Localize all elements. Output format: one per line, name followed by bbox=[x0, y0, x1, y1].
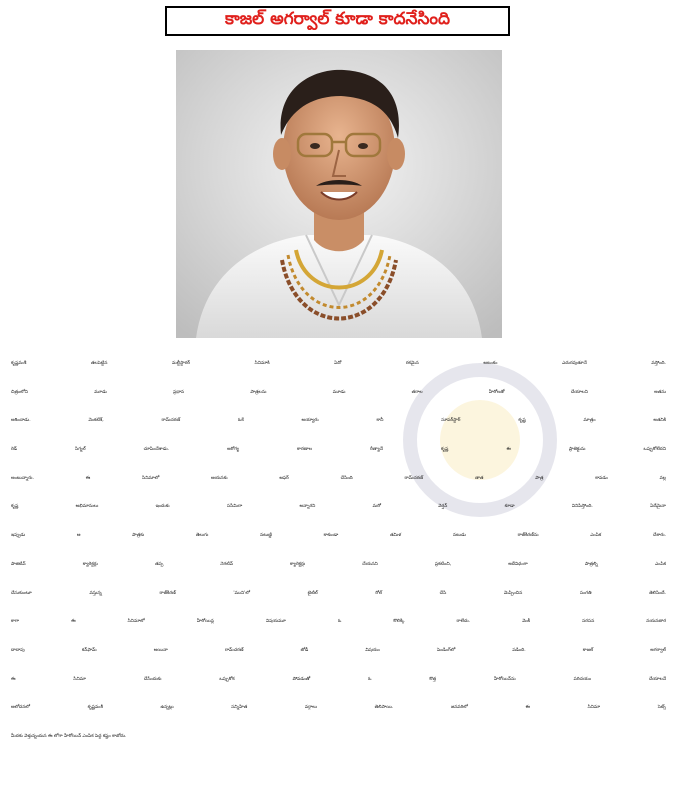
article-line: దాదాపు కన్‌ఫామ్ అయినా రామ్‌చరణ్ జోడీ విషయం పెండింగ్‌లో పడింది. కాజల్ అగర్వాల్ bbox=[11, 647, 666, 653]
article-body bbox=[11, 350, 666, 752]
headline-box bbox=[165, 6, 510, 36]
article-line: మీదకు వెళ్తున్నందున ఈ లోగా హీరోయిన్ ఎంపిక పెద్ద కష్టం కాబోదు. bbox=[11, 733, 127, 739]
article-line: చేసుకుంటూ వస్తున్న రాజ్‌కిరణ్ 'ముని'లో టైటిల్ రోల్ చేసి మెప్పించిన సంగతి తెలిసిందే. bbox=[11, 590, 666, 596]
article-line: ఇప్పుడు ఆ పాత్రకు తెలుగు నటుణ్ణి కాకుండా తమిళ నటుడు రాజ్‌కిరణ్‌ను ఎంపిక చేశారు. bbox=[11, 533, 666, 539]
article-line: చిత్రంలోని మూడు ప్రధాన పాత్రలను మూడు తరాల హీరోలతో చేయాలని అతను bbox=[11, 389, 666, 395]
article-line: పాజిటివ్ క్యారెక్టర్లు తప్ప నెగటివ్ క్యారెక్టర్లు చేయనని ప్రకటించి, అదేవిధంగా పాత్రల్ని ఎంపిక bbox=[11, 561, 666, 567]
article-line: ఈ సినిమా చేసేందుకు ఒప్పుకోక పోవడంతో ఓ కొత్త హీరోయిన్‌ను పరిచయం చేయాలనే bbox=[11, 676, 666, 682]
article-line: కృష్ణ అభిమానులు ఇందుకు ససేమిరా అన్నారని మరో వెర్షన్ కూడా వినిపిస్తోంది. ఏదేమైనా bbox=[11, 504, 666, 510]
article-line: రెడ్ సిగ్నల్ చూపించేశాడు. ఆరోగ్య కారణాల రీత్యానే కృష్ణ ఈ ప్రాజెక్టును ఒప్పుకోలేదని bbox=[11, 447, 666, 453]
article-line: అంటున్నారు. ఈ సినిమాలో ఆయనకు ఆఫర్ చేసింది రామ్‌చరణ్ తాత పాత్ర కావడం వల్ల bbox=[11, 475, 666, 481]
headline: కాజల్ అగర్వాల్ కూడా కాదనేసింది bbox=[224, 9, 451, 29]
article-line: ఆశించాడు. వెంకటేశ్, రామ్‌చరణ్ ఓకే అయ్యారు కానీ సూపర్‌స్టార్ కృష్ణ మాత్రం అతనికి bbox=[11, 418, 666, 424]
article-line: ఆలోచనలో కృష్ణవంశీ ఉన్నట్లు సన్నిహిత వర్గాలు తెలిపాయి. జనవరిలో ఈ సినిమా సెట్స్ bbox=[11, 705, 666, 711]
actor-photo bbox=[176, 50, 502, 338]
article-line: కాగా ఈ సినిమాలో హీరోయిన్ల విషయమూ ఓ కొలిక్కి రాలేదు. వెంకీ సరసన నయనతార bbox=[11, 619, 666, 625]
article-line: కృష్ణవంశీ తలపెట్టిన మల్టీస్టారర్ సినిమాకి ఏదో రకమైన ఆటంకం ఎదురవుతూనే వస్తోంది. bbox=[11, 361, 666, 366]
